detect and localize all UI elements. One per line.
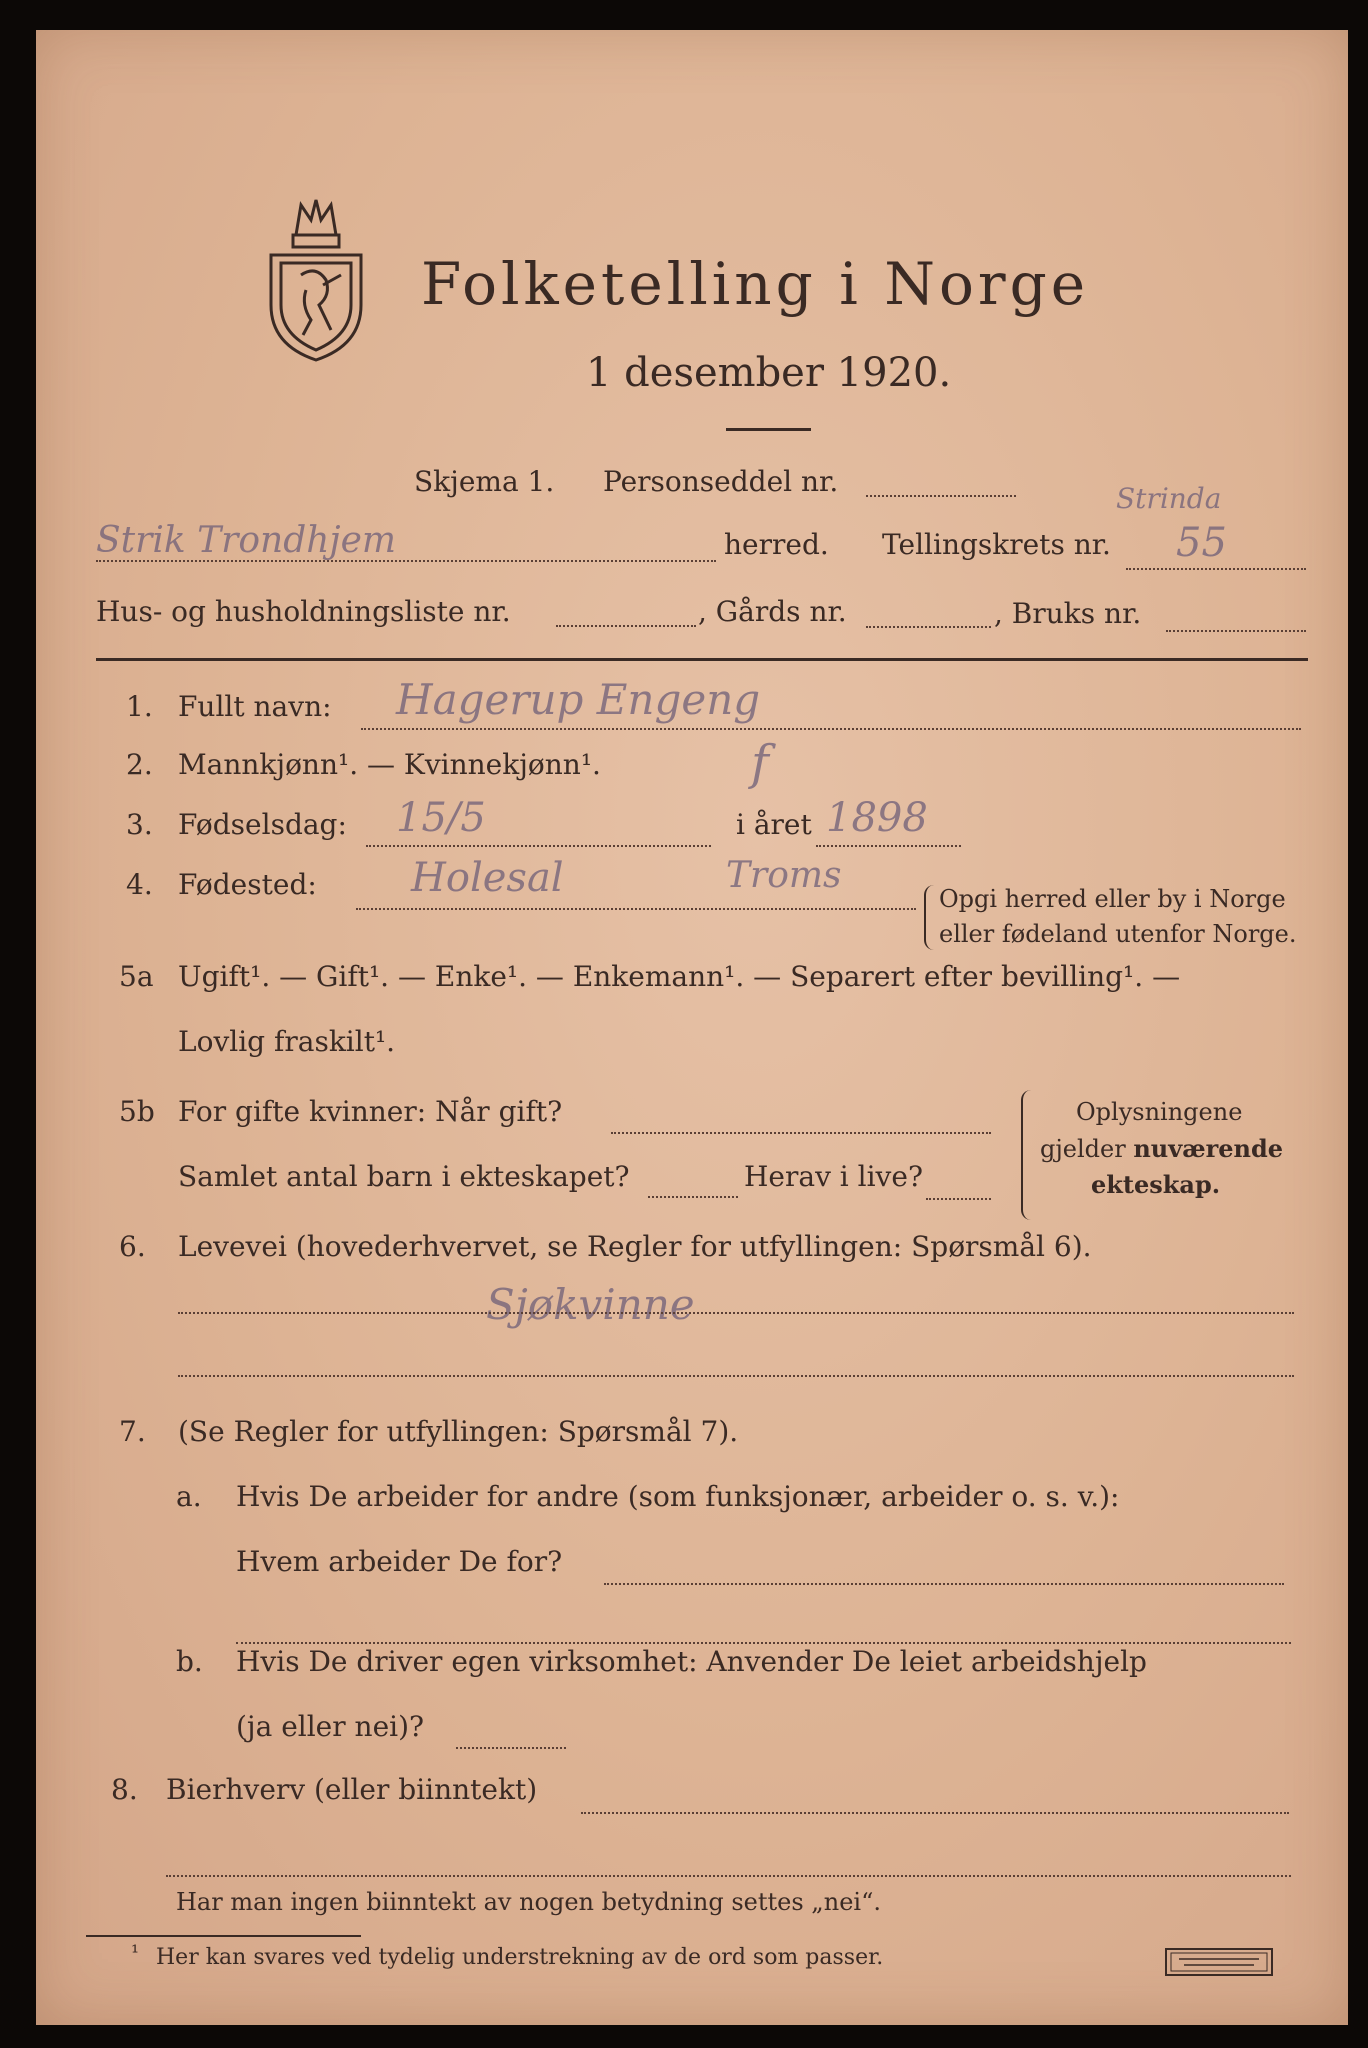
item-number-7: 7. [119,1415,146,1448]
full-name-field[interactable] [361,728,1301,730]
norwegian-coat-of-arms-icon [261,195,371,365]
children-alive-field[interactable] [926,1198,991,1200]
birthday-field[interactable] [366,845,711,847]
form-date: 1 desember 1920. [586,350,952,396]
children-total-label: Samlet antal barn i ekteskapet? [178,1160,630,1193]
marital-status-options[interactable]: Ugift¹. — Gift¹. — Enke¹. — Enkemann¹. — Separert efter bevilling¹. — [178,960,1181,993]
employer-field[interactable] [604,1583,1284,1585]
printer-stamp-icon [1164,1947,1274,1977]
children-total-field[interactable] [648,1196,738,1198]
husholdningsliste-field[interactable] [556,625,696,627]
bruks-field[interactable] [1166,630,1306,632]
census-form-sheet [36,30,1348,2025]
herred-field[interactable] [96,560,716,562]
secondary-income-label: Bierhverv (eller biinntekt) [166,1773,538,1806]
tellingskrets-field[interactable] [1126,568,1306,570]
handwritten-year: 1898 [826,795,928,841]
handwritten-krets-number: 55 [1176,520,1227,566]
item-number-1: 1. [126,690,153,723]
item-number-5a: 5a [119,960,154,993]
skjema-label: Skjema 1. [414,465,555,498]
occupation-field-line2[interactable] [178,1375,1294,1377]
title-divider [726,428,811,431]
secondary-income-field[interactable] [581,1812,1289,1814]
occupation-label: Levevei (hovederhvervet, se Regler for utfyllingen: Spørsmål 6). [178,1230,1092,1263]
handwritten-krets-place: Strinda [1116,482,1222,515]
hired-help-label: (ja eller nei)? [236,1710,425,1743]
husholdningsliste-label: Hus- og husholdningsliste nr. [96,595,511,628]
handwritten-birthday: 15/5 [396,795,486,841]
full-name-label: Fullt navn: [178,690,332,723]
marriage-note-line2: gjelder nuværende [1040,1134,1284,1163]
birth-year-field[interactable] [816,845,961,847]
children-alive-label: Herav i live? [744,1160,923,1193]
marriage-note-line1: Oplysningene [1076,1098,1243,1126]
married-when-field[interactable] [611,1132,991,1134]
item-7a-letter: a. [176,1480,202,1513]
marriage-note-brace [1021,1090,1033,1220]
secondary-income-field-line2[interactable] [166,1875,1291,1877]
married-when-label: For gifte kvinner: Når gift? [178,1095,563,1128]
item-number-5b: 5b [119,1095,155,1128]
gards-label: , Gårds nr. [698,595,847,628]
header-divider [96,658,1308,661]
item-number-3: 3. [126,808,153,841]
footnote-text: Her kan svares ved tydelig understrekning av de ord som passer. [156,1945,884,1970]
works-for-others-label: Hvis De arbeider for andre (som funksjonær, arbeider o. s. v.): [236,1480,1120,1513]
personseddel-field[interactable] [866,495,1016,497]
footnote-mark: ¹ [131,1940,140,1964]
birthday-label: Fødselsdag: [178,808,347,841]
handwritten-name: Hagerup Engeng [396,675,761,724]
birthplace-field[interactable] [356,908,916,910]
herred-label: herred. [724,528,829,561]
item-number-6: 6. [119,1230,146,1263]
employment-label: (Se Regler for utfyllingen: Spørsmål 7). [178,1415,739,1448]
birth-year-label: i året [736,808,812,841]
employer-label: Hvem arbeider De for? [236,1545,563,1578]
marriage-note-line3: ekteskap. [1091,1170,1221,1199]
tellingskrets-label: Tellingskrets nr. [882,528,1111,561]
birthplace-note-brace [924,885,936,950]
birthplace-note-line2: eller fødeland utenfor Norge. [939,920,1297,948]
handwritten-occupation: Sjøkvinne [486,1280,695,1329]
item-number-2: 2. [126,748,153,781]
own-business-label: Hvis De driver egen virksomhet: Anvender De leiet arbeidshjelp [236,1645,1147,1678]
hired-help-field[interactable] [456,1747,566,1749]
handwritten-herred: Strik Trondhjem [96,520,397,561]
handwritten-sex-mark: f [751,735,769,791]
bruks-label: , Bruks nr. [994,597,1142,630]
form-title: Folketelling i Norge [421,250,1090,318]
marital-status-options-cont[interactable]: Lovlig fraskilt¹. [178,1025,396,1058]
birthplace-note-line1: Opgi herred eller by i Norge [939,885,1286,913]
item-7b-letter: b. [176,1645,203,1678]
secondary-income-note: Har man ingen biinntekt av nogen betydning settes „nei“. [176,1888,881,1916]
item-number-4: 4. [126,868,153,901]
sex-options[interactable]: Mannkjønn¹. — Kvinnekjønn¹. [178,748,601,781]
gards-field[interactable] [866,626,991,628]
birthplace-label: Fødested: [178,868,317,901]
handwritten-birthplace: Holesal [411,855,564,901]
personseddel-label: Personseddel nr. [603,465,839,498]
handwritten-birthplace-county: Troms [726,855,842,896]
employer-field-line2[interactable] [236,1642,1291,1644]
item-number-8: 8. [111,1773,138,1806]
occupation-field-line1[interactable] [178,1312,1294,1314]
footnote-divider [86,1935,361,1937]
